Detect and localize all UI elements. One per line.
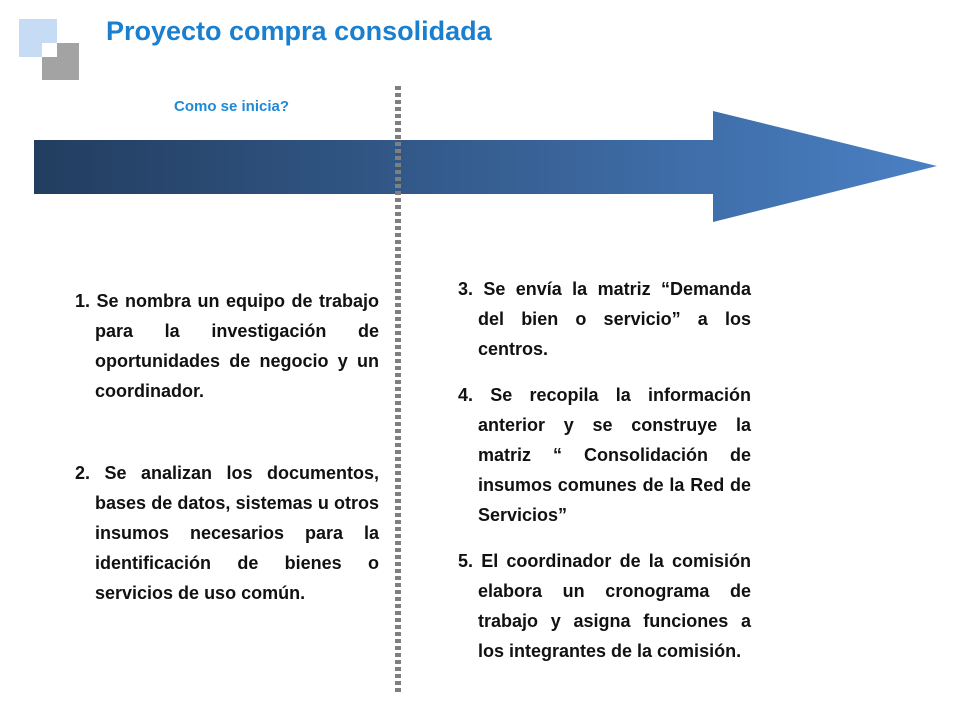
page-title: Proyecto compra consolidada [106, 16, 492, 46]
steps-left-column [75, 286, 379, 608]
dotted-divider [395, 86, 401, 694]
step-5: 5. El coordinador de la comisión elabora un cronograma de trabajo y asigna funciones a los integrantes de la comisión. [458, 551, 751, 661]
timeline-arrow [0, 0, 960, 240]
page-subtitle: Como se inicia? [174, 98, 290, 115]
step-2: 2. Se analizan los documentos, bases de datos, sistemas u otros insumos necesarios para la identificación de bienes o servicios de uso común. [75, 463, 379, 603]
step-3: 3. Se envía la matriz “Demanda del bien o servicio” a los centros. [458, 279, 751, 359]
step-1: 1. Se nombra un equipo de trabajo para la investigación de oportunidades de negocio y un coordinador. [75, 291, 379, 401]
step-4: 4. Se recopila la información anterior y se construye la matriz “ Consolidación de insumos comunes de la Red de Servicios” [458, 385, 751, 525]
steps-right-column [458, 274, 751, 666]
